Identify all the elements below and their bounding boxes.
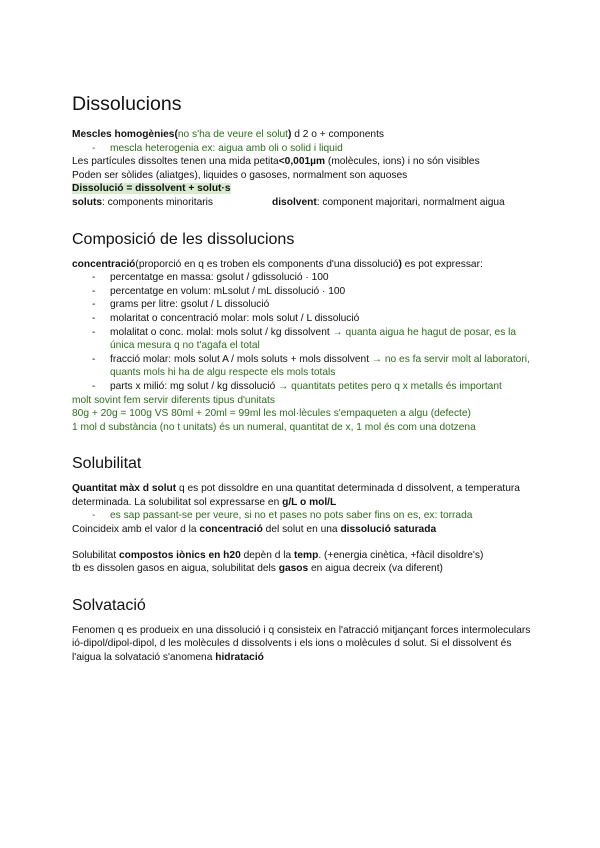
column xyxy=(72,196,272,210)
paragraph xyxy=(72,182,542,196)
text: q es pot dissoldre en una quantitat determinada d dissolvent, a temperatura determinada. La solubilitat sol expressarse en xyxy=(72,483,520,508)
green-note: molt sovint fem servir diferents tipus d'unitats xyxy=(72,394,275,406)
text: . (+energia cinètica, +fàcil disoldre's) xyxy=(318,549,484,561)
text: Fenomen q es produeix en una dissolució i q consisteix en l'atracció mitjançant forces intermoleculars ió-dipol/dipol-dipol, d les molècules d dissolvents i els ions o molècules d solut. Si el dissolvent és l'aigua la solvatació s'anomena xyxy=(72,624,531,664)
text: en aigua decreix (va diferent) xyxy=(308,563,443,575)
text: percentatge en massa: gsolut / gdissolució · 100 xyxy=(110,272,329,284)
text: (molècules, ions) i no són visibles xyxy=(325,156,480,168)
paragraph xyxy=(72,482,542,509)
list-item xyxy=(72,298,542,312)
highlighted-definition: Dissolució = dissolvent + solut·s xyxy=(72,183,231,195)
spacer xyxy=(72,537,542,549)
list-item: - es sap passant-se per veure, si no et pases no pots saber fins on es, ex: torrada xyxy=(72,509,542,523)
text: (proporció en q es troben els components d'una dissolució xyxy=(135,258,399,270)
list-item xyxy=(72,285,542,299)
bold-text: Quantitat màx d solut xyxy=(72,483,177,495)
bold-text: dissolució saturada xyxy=(340,524,437,536)
bold-text: ) xyxy=(288,129,292,140)
bold-text: disolvent xyxy=(272,196,317,208)
paragraph xyxy=(72,155,542,169)
text: Solubilitat xyxy=(72,549,120,561)
bullet-list xyxy=(72,142,542,156)
text: depèn d la xyxy=(240,549,294,561)
bold-text: temp xyxy=(293,549,319,561)
paragraph xyxy=(72,258,542,272)
bold-text: gasos xyxy=(278,563,309,575)
paragraph xyxy=(72,549,542,563)
column xyxy=(272,196,505,210)
section-heading: Solubilitat xyxy=(72,455,142,473)
green-note: → no es fa servir molt al laboratori, quants mols hi ha de algu respecte els mols totals xyxy=(110,353,530,379)
text: Les partícules dissoltes tenen una mida petita xyxy=(72,156,279,168)
page-title: Dissolucions xyxy=(72,93,182,115)
paragraph xyxy=(72,128,542,142)
green-note: → quanta aigua he hagut de posar, es la única mesura q no t'agafa el total xyxy=(110,326,517,352)
bold-text: hidratació xyxy=(215,652,264,664)
text: molaritat o concentració molar: mols solut / L dissolució xyxy=(110,312,360,324)
bold-text: concentració xyxy=(199,524,263,536)
text: d 2 o + components xyxy=(291,129,385,140)
paragraph xyxy=(72,624,542,665)
list-item xyxy=(72,326,542,353)
list-item: - mescla heterogenia ex: aigua amb oli o solid i liquid xyxy=(72,142,542,156)
list-item xyxy=(72,271,542,285)
text: del solut en una xyxy=(262,524,341,536)
paragraph xyxy=(72,523,542,537)
green-note: → quantitats petites pero q x metalls és important xyxy=(278,380,502,392)
green-note: no s'ha de veure el solut xyxy=(177,129,288,140)
text: grams per litre: gsolut / L dissolució xyxy=(110,299,270,311)
green-note: 1 mol d substància (no t unitats) és un numeral, quantitat de x, 1 mol és com una dotzena xyxy=(72,421,476,433)
text: : component majoritari, normalment aigua xyxy=(316,196,505,208)
bold-text: compostos iònics en h20 xyxy=(119,549,241,561)
text: parts x milió: mg solut / kg dissolució xyxy=(110,380,279,392)
text: Coincideix amb el valor d la xyxy=(72,524,200,536)
text: molalitat o conc. molal: mols solut / kg dissolvent xyxy=(110,326,333,338)
list-item xyxy=(72,312,542,326)
green-note: 80g + 20g = 100g VS 80ml + 20ml = 99ml les mol·lècules s'empaqueten a algu (defecte) xyxy=(72,408,471,420)
bold-text: soluts xyxy=(72,196,103,208)
bold-text: concentració xyxy=(72,258,136,270)
bold-text: g/L o mol/L xyxy=(282,496,337,508)
bullet-list xyxy=(72,271,542,393)
text: : components minoritaris xyxy=(102,196,213,208)
bold-text: Mescles homogènies( xyxy=(72,129,178,140)
list-item xyxy=(72,380,542,394)
section-heading: Solvatació xyxy=(72,596,146,614)
two-column-line xyxy=(72,196,542,210)
text: percentatge en volum: mLsolut / mL dissolució · 100 xyxy=(110,285,346,297)
list-item xyxy=(72,353,542,380)
bullet-list xyxy=(72,509,542,523)
bold-text: <0,001µm xyxy=(278,156,326,168)
text: tb es dissolen gasos en aigua, solubilitat dels xyxy=(72,563,279,575)
paragraph xyxy=(72,562,542,576)
bold-text: ) xyxy=(398,258,402,270)
paragraph: Poden ser sòlides (aliatges), liquides o gasoses, normalment son aquoses xyxy=(72,169,408,181)
section-heading: Composició de les dissolucions xyxy=(72,230,295,248)
text: fracció molar: mols solut A / mols soluts + mols dissolvent xyxy=(110,353,372,365)
document-content xyxy=(72,92,542,665)
text: es pot expressar: xyxy=(401,258,483,270)
